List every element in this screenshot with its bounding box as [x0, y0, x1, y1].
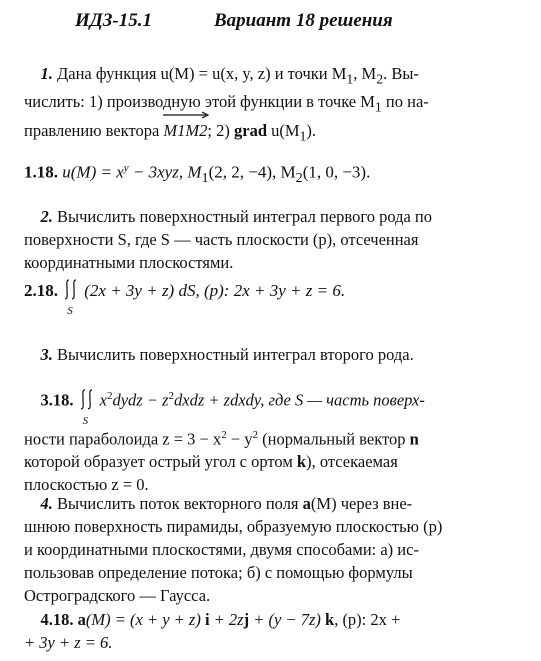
task-4-line-1-a: Вычислить поток векторного поля [57, 494, 303, 513]
task-2-18-label: 2.18. [24, 281, 58, 300]
task-3-18-line-2 [24, 424, 524, 451]
ort-k: k [296, 452, 307, 472]
task-1-18-m2pt: (1, 0, −3). [302, 162, 371, 182]
double-integral-glyph [62, 278, 82, 302]
task-1-18 [24, 157, 519, 189]
task-4-18-expr-a: (M) = (x + y + z) [85, 610, 205, 629]
task-4-18-line-2: + 3y + z = 6. [24, 633, 113, 652]
task-1-text-e: . Вы- [383, 64, 419, 83]
task-3-18-label: 3.18. [40, 390, 74, 410]
task-1-18-sup: y [123, 162, 129, 174]
task-1-line-3-c: u(M [267, 120, 300, 140]
task-3-number: 3. [40, 345, 53, 364]
task-1-number: 1. [40, 64, 53, 83]
task-4-line-4: пользовав определение потока; б) с помощью формулы [24, 563, 413, 582]
integral-sub-s: S [67, 305, 73, 318]
task-3-18-line-2-a: ности параболоида z = 3 − x [24, 429, 222, 449]
sub-1: 1 [346, 71, 354, 87]
normal-vector-n: n [409, 429, 419, 449]
ort-j: j [243, 610, 250, 629]
task-2-number: 2. [40, 207, 53, 226]
task-3-line-1 [24, 343, 514, 366]
task-3-18-line-3-a: которой образует острый угол с ортом [24, 452, 297, 472]
task-4-18-expr-d: , (p): 2x + [334, 610, 401, 629]
task-4-line-1 [24, 492, 514, 515]
vector-m1m2 [163, 119, 207, 142]
task-3-18-line-3-b: ), отсекаемая [306, 452, 398, 472]
task-1-line-3-d: ). [306, 120, 317, 140]
task-2 [24, 205, 514, 274]
vector-arrow-icon [162, 111, 210, 119]
task-3-text: Вычислить поверхностный интеграл второго рода. [57, 345, 414, 364]
task-4-line-5: Остроградского — Гаусса. [24, 586, 211, 605]
task-2-line-1 [24, 205, 514, 228]
task-2-18 [24, 280, 519, 318]
task-1-line-3 [24, 119, 514, 147]
task-1 [24, 62, 514, 147]
task-1-text-c: , M [353, 64, 377, 83]
task-4 [24, 492, 514, 607]
task-1-line-3-a: правлению вектора [24, 120, 164, 140]
vector-label: M1M2 [163, 120, 208, 140]
sup-2a: 2 [106, 390, 113, 402]
sub-2: 2 [376, 71, 384, 87]
task-1-line-2 [24, 90, 514, 118]
task-3-18-line-2-c: (нормальный вектор [258, 429, 410, 449]
ort-i: i [204, 610, 210, 629]
sup-2d: 2 [252, 428, 259, 441]
task-4-18-label: 4.18. [40, 610, 74, 629]
sup-2c: 2 [221, 428, 227, 441]
task-4-18-line-1 [24, 608, 524, 631]
vector-a: a [302, 494, 311, 513]
sup-2b: 2 [168, 390, 175, 402]
task-4-number: 4. [40, 494, 53, 513]
ort-k2: k [325, 610, 335, 629]
task-1-line-1 [24, 62, 514, 90]
task-2-line-2: поверхности S, где S — часть плоскости (p), отсеченная [24, 230, 419, 249]
doc-variant: Вариант 18 решения [214, 10, 393, 31]
task-3-18-expr-c: dxdz + zdxdy, где S — часть поверх- [174, 390, 425, 410]
task-3-18-line-4: плоскостью z = 0. [24, 475, 149, 495]
task-2-line-3: координатными плоскостями. [24, 253, 234, 272]
task-3-18-line-2-b: − y [226, 429, 253, 449]
task-1-18-expr2: − 3xyz, M [128, 162, 202, 182]
double-integral-glyph [78, 388, 98, 412]
sub-1b: 1 [374, 99, 382, 115]
integral-sub-s: S [82, 414, 89, 427]
double-integral-icon [62, 282, 82, 318]
double-integral-icon [78, 392, 98, 427]
task-1-line-3-b: ; 2) [207, 120, 234, 140]
task-3-18-line-3 [24, 450, 524, 473]
task-3-18-line-1 [24, 385, 524, 427]
grad-label: grad [234, 120, 267, 140]
task-1-text-a: Дана функция u(M) = u(x, y, z) и точки M [57, 64, 347, 83]
task-4-line-3: и координатными плоскостями, двумя способами: а) ис- [24, 540, 419, 559]
field-a: a [77, 610, 86, 629]
task-4-18-expr-b: + 2z [209, 610, 244, 629]
task-2-line-1-text: Вычислить поверхностный интеграл первого рода по [57, 207, 433, 226]
task-3 [24, 343, 514, 366]
doc-code: ИДЗ-15.1 [75, 10, 153, 31]
task-1-line-2-text: числить: 1) производную этой функции в точке M [24, 92, 375, 112]
task-1-18-m1sub: 1 [201, 170, 209, 187]
task-1-18-label: 1.18. [24, 162, 58, 182]
task-4-18-expr-c: + (y − 7z) [249, 610, 325, 629]
task-1-18-m1pt: (2, 2, −4), M [208, 162, 296, 182]
task-1-18-expr: u(M) = x [62, 162, 124, 182]
task-4-18 [24, 608, 524, 654]
task-2-18-expr: (2x + 3y + z) dS, (p): 2x + 3y + z = 6. [84, 281, 346, 300]
task-4-line-1-b: (M) через вне- [310, 494, 413, 513]
task-4-line-2: шнюю поверхность пирамиды, образуемую плоскостью (p) [24, 517, 443, 536]
sub-1c: 1 [299, 127, 307, 143]
task-3-18 [24, 385, 524, 496]
task-3-18-expr-b: dydz − z [112, 390, 169, 410]
task-3-18-x: x [99, 390, 107, 410]
task-1-18-m2sub: 2 [295, 170, 303, 187]
task-1-line-2-end: по на- [381, 92, 429, 112]
